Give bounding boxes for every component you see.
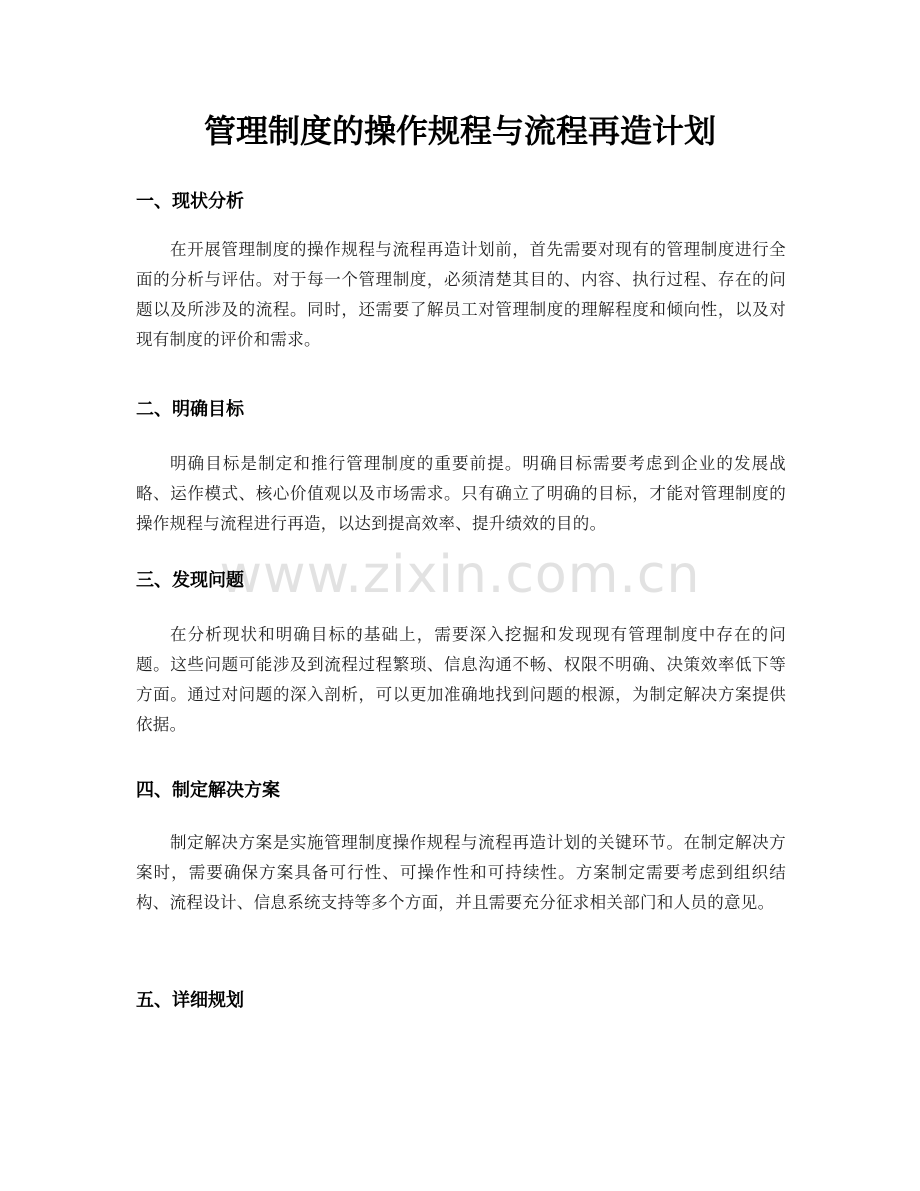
section-heading-3: 三、发现问题 <box>136 570 244 591</box>
section-heading-2: 二、明确目标 <box>136 399 244 420</box>
section-heading-5: 五、详细规划 <box>136 990 244 1011</box>
section-paragraph-4: 制定解决方案是实施管理制度操作规程与流程再造计划的关键环节。在制定解决方案时，需要确保方案具备可行性、可操作性和可持续性。方案制定需要考虑到组织结构、流程设计、信息系统支持等多个方面，并且需要充分征求相关部门和人员的意见。 <box>136 833 786 912</box>
section-paragraph-1: 在开展管理制度的操作规程与流程再造计划前，首先需要对现有的管理制度进行全面的分析与评估。对于每一个管理制度，必须清楚其目的、内容、执行过程、存在的问题以及所涉及的流程。同时，还需要了解员工对管理制度的理解程度和倾向性，以及对现有制度的评价和需求。 <box>136 240 786 349</box>
section-heading-4: 四、制定解决方案 <box>136 780 280 801</box>
section-heading-1: 一、现状分析 <box>136 191 244 212</box>
document-title: 管理制度的操作规程与流程再造计划 <box>203 112 716 150</box>
section-paragraph-2: 明确目标是制定和推行管理制度的重要前提。明确目标需要考虑到企业的发展战略、运作模式、核心价值观以及市场需求。只有确立了明确的目标，才能对管理制度的操作规程与流程进行再造，以达到提高效率、提升绩效的目的。 <box>136 454 786 533</box>
watermark: www.zixin.com.cn <box>219 545 701 605</box>
section-paragraph-3: 在分析现状和明确目标的基础上，需要深入挖掘和发现现有管理制度中存在的问题。这些问题可能涉及到流程过程繁琐、信息沟通不畅、权限不明确、决策效率低下等方面。通过对问题的深入剖析，可以更加准确地找到问题的根源，为制定解决方案提供依据。 <box>136 625 786 734</box>
